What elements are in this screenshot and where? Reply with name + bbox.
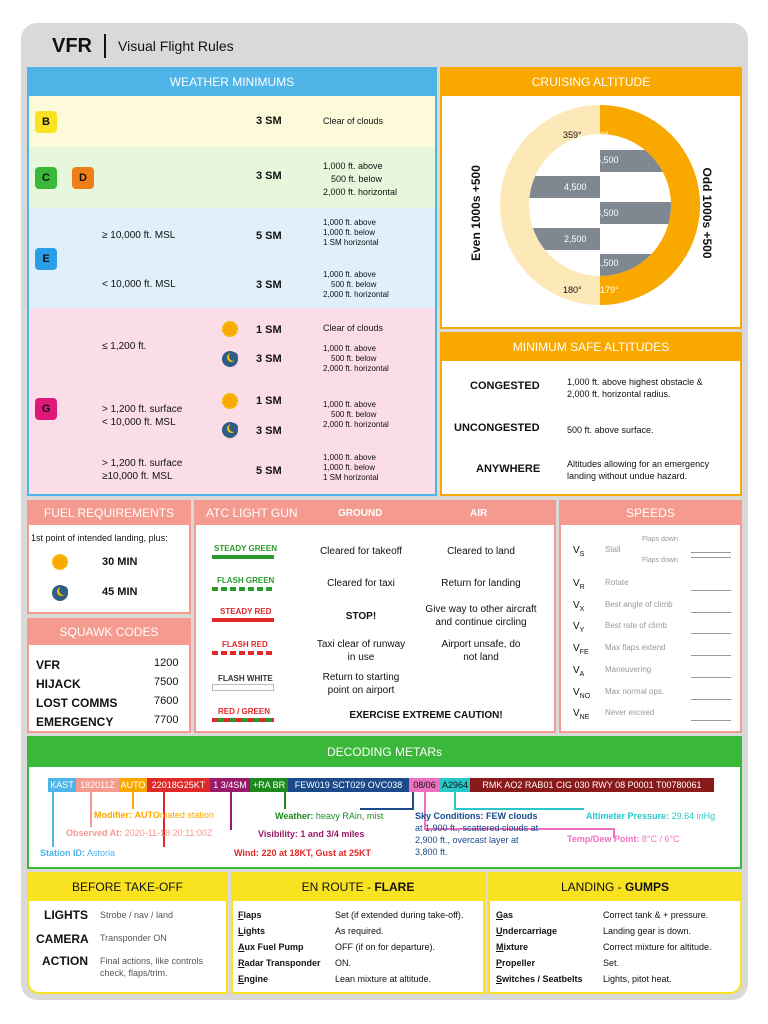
weather-label: Weather: heavy RAin, mist: [275, 811, 384, 821]
speed-desc: Stall: [605, 545, 621, 554]
moon-icon: [222, 422, 238, 438]
alt-3500: 3,500: [596, 208, 619, 218]
msa-anywhere: ANYWHERE: [476, 463, 541, 475]
speed-row: [573, 597, 733, 617]
metar-token: RMK AO2 RAB01 CIG 030 RWY 08 P0001 T00780061: [470, 778, 714, 792]
speed-symbol: $V_A$: [573, 665, 585, 678]
atc-caution: EXERCISE EXTREME CAUTION!: [349, 710, 503, 721]
class-g-day1-vis: 1 SM: [256, 324, 282, 336]
class-g-badge: G: [35, 398, 57, 420]
speed-desc: Maneuvering: [605, 665, 652, 674]
class-c-badge: C: [35, 167, 57, 189]
steady-red-light: [212, 618, 274, 622]
alt-1500: 1,500: [596, 258, 619, 268]
class-e-clearance2: 1,000 ft. above 500 ft. below 2,000 ft. horizontal: [323, 270, 389, 299]
speed-desc: Best rate of climb: [605, 621, 667, 630]
speed-row: [573, 618, 733, 638]
fuel-intro: 1st point of intended landing, plus:: [31, 533, 168, 543]
metar-token: 22018G25KT: [147, 778, 210, 792]
class-g-day1-clearance: Clear of clouds: [323, 323, 384, 333]
page-title: VFR: [52, 35, 92, 57]
speeds-header: SPEEDS: [559, 501, 742, 525]
atc-ground-1: Cleared for takeoff: [319, 546, 403, 557]
sun-icon: [222, 393, 238, 409]
speed-row: [573, 542, 733, 562]
atc-ground-3: STOP!: [345, 611, 377, 622]
speed-row: [573, 640, 733, 660]
speed-blank-line: [691, 699, 731, 700]
cruising-altitude-header: CRUISING ALTITUDE: [440, 68, 742, 96]
before-camera: CAMERA: [36, 932, 89, 946]
checklist-item: Propeller: [496, 958, 536, 968]
speed-symbol: $V_{NO}$: [573, 687, 591, 700]
class-b-visibility: 3 SM: [256, 115, 282, 127]
before-lights: LIGHTS: [44, 908, 88, 922]
msa-uncongested: UNCONGESTED: [454, 422, 540, 434]
atc-air-2: Return for landing: [441, 578, 521, 589]
station-label: Station ID: Astoria: [40, 848, 116, 858]
signal-red-green: RED / GREEN: [218, 707, 271, 716]
checklist-item: Aux Fuel Pump: [238, 942, 304, 952]
checklist-desc: OFF (if on for departure).: [335, 942, 436, 952]
even-label: Even 1000s +500: [469, 165, 483, 261]
speed-desc: Rotate: [605, 578, 629, 587]
fuel-header: FUEL REQUIREMENTS: [27, 501, 191, 525]
speed-symbol: $V_{NE}$: [573, 708, 590, 721]
msa-header: MINIMUM SAFE ALTITUDES: [440, 333, 742, 361]
heading-0: 0°: [600, 130, 609, 140]
speed-blank-line: [691, 720, 731, 721]
speed-row: [573, 705, 733, 725]
before-camera-desc: Transponder ON: [100, 933, 167, 943]
class-cd-visibility: 3 SM: [256, 170, 282, 182]
atc-header: ATC LIGHT GUN: [206, 506, 298, 520]
class-g-night1-vis: 3 SM: [256, 353, 282, 365]
class-g-alt1: ≤ 1,200 ft.: [102, 341, 147, 352]
moon-icon: [222, 351, 238, 367]
squawk-labels: VFR HIJACK LOST COMMS EMERGENCY: [36, 658, 118, 729]
class-g-day2-vis: 1 SM: [256, 395, 282, 407]
speed-desc: Best angle of climb: [605, 600, 673, 609]
checklist-desc: As required.: [335, 926, 384, 936]
signal-steady-red: STEADY RED: [220, 607, 272, 616]
before-takeoff-header: BEFORE TAKE-OFF: [27, 873, 228, 901]
wind-label: Wind: 220 at 18KT, Gust at 25KT: [234, 848, 371, 858]
class-b-clearance: Clear of clouds: [323, 116, 384, 126]
metar-token: KAST: [48, 778, 76, 792]
signal-flash-red: FLASH RED: [222, 640, 268, 649]
class-e-alt2: < 10,000 ft. MSL: [102, 279, 176, 290]
msa-congested: CONGESTED: [470, 380, 540, 392]
atc-ground-header: GROUND: [338, 508, 383, 519]
flash-red-light: [212, 651, 274, 655]
flaps-down-2: Flaps down: [642, 557, 678, 564]
metar-token: 182011Z: [76, 778, 119, 792]
flash-green-light: [212, 587, 274, 591]
checklist-item: Flaps: [238, 910, 262, 920]
speed-blank-line: [691, 557, 731, 558]
class-d-badge: D: [72, 167, 94, 189]
atc-air-header: AIR: [470, 508, 488, 519]
altimeter-label: Altimeter Pressure: 29.64 inHg: [586, 811, 716, 821]
checklist-item: Engine: [238, 974, 269, 984]
en-route-header: EN ROUTE - FLARE: [231, 873, 485, 901]
speed-symbol: $V_Y$: [573, 621, 585, 634]
checklist-item: Lights: [238, 926, 265, 936]
signal-flash-white: FLASH WHITE: [218, 674, 273, 683]
visibility-label: Visibility: 1 and 3/4 miles: [258, 829, 365, 839]
temp-label: Temp/Dew Point: 8°C / 6°C: [567, 834, 680, 844]
atc-air-1: Cleared to land: [447, 546, 515, 557]
squawk-header: SQUAWK CODES: [27, 619, 191, 645]
heading-179: 179°: [600, 285, 619, 295]
speed-desc: Never exceed: [605, 708, 655, 717]
flash-white-light: [212, 684, 274, 691]
alt-4500: 4,500: [564, 182, 587, 192]
atc-ground-5: Return to starting point on airport: [322, 672, 400, 696]
metar-token: 08/06: [409, 778, 440, 792]
metar-token: AUTO: [120, 780, 146, 790]
metar-token: A2964: [441, 780, 469, 790]
class-b-badge: B: [35, 111, 57, 133]
atc-air-4: Airport unsafe, do not land: [441, 639, 521, 663]
checklist-desc: Landing gear is down.: [603, 926, 692, 936]
metar-header: DECODING METARs: [27, 737, 742, 767]
checklist-item: Switches / Seatbelts: [496, 974, 583, 984]
modifier-label: Modifier: AUTOmated station: [94, 810, 214, 820]
checklist-desc: ON.: [335, 958, 352, 968]
class-g-day2-clearance: 1,000 ft. above 500 ft. below 2,000 ft. horizontal: [323, 400, 389, 429]
class-g-night1-clearance: 1,000 ft. above 500 ft. below 2,000 ft. horizontal: [323, 344, 389, 373]
checklist-desc: Set.: [603, 958, 620, 968]
class-g-alt2: > 1,200 ft. surface < 10,000 ft. MSL: [102, 404, 183, 428]
checklist-item: Gas: [496, 910, 514, 920]
fuel-night: 45 MIN: [102, 586, 138, 598]
speed-blank-line: [691, 677, 731, 678]
landing-header: LANDING - GUMPS: [488, 873, 742, 901]
speed-desc: Max flaps extend: [605, 643, 666, 652]
signal-steady-green: STEADY GREEN: [214, 544, 277, 553]
msa-congested-desc: 1,000 ft. above highest obstacle & 2,000 ft. horizontal radius.: [567, 377, 703, 399]
odd-label: Odd 1000s +500: [700, 167, 714, 259]
class-e-clearance1: 1,000 ft. above 1,000 ft. below 1 SM horizontal: [323, 218, 379, 247]
checklist-desc: Correct tank & + pressure.: [603, 910, 709, 920]
class-e-badge: E: [35, 248, 57, 270]
title-divider: [104, 34, 106, 58]
class-g-vis3: 5 SM: [256, 465, 282, 477]
class-cd-clearance: 1,000 ft. above 500 ft. below 2,000 ft. horizontal: [323, 161, 398, 197]
before-lights-desc: Strobe / nav / land: [100, 910, 174, 920]
speed-row: [573, 662, 733, 682]
page-subtitle: Visual Flight Rules: [118, 38, 234, 54]
alt-2500: 2,500: [564, 234, 587, 244]
speed-blank-line: [691, 633, 731, 634]
speed-symbol: $V_{FE}$: [573, 643, 589, 656]
class-e-vis2: 3 SM: [256, 279, 282, 291]
msa-uncongested-desc: 500 ft. above surface.: [567, 425, 654, 435]
checklist-desc: Correct mixture for altitude.: [603, 942, 712, 952]
class-e-vis1: 5 SM: [256, 230, 282, 242]
msa-anywhere-desc: Altitudes allowing for an emergency landing without undue hazard.: [567, 459, 710, 481]
observed-label: Observed At: 2020-11-18 20:11:00Z: [66, 828, 213, 838]
speed-blank-line: [691, 612, 731, 613]
flaps-down-1: Flaps down: [642, 536, 678, 543]
atc-ground-2: Cleared for taxi: [327, 578, 395, 589]
metar-token: FEW019 SCT029 OVC038: [288, 778, 409, 792]
signal-flash-green: FLASH GREEN: [217, 576, 275, 585]
checklist-item: Undercarriage: [496, 926, 558, 936]
speed-symbol: $V_X$: [573, 600, 585, 613]
speed-blank-line: [691, 590, 731, 591]
fuel-day: 30 MIN: [102, 556, 138, 568]
metar-token: +RA BR: [250, 778, 288, 792]
speed-blank-line: [691, 655, 731, 656]
speed-symbol: $V_R$: [573, 578, 585, 591]
steady-green-light: [212, 555, 274, 559]
sun-icon: [222, 321, 238, 337]
before-action: ACTION: [42, 954, 88, 968]
heading-180: 180°: [563, 285, 582, 295]
moon-icon: [52, 585, 68, 601]
class-g-night2-vis: 3 SM: [256, 425, 282, 437]
atc-air-3: Give way to other aircraft and continue circling: [425, 604, 537, 628]
speed-row: [573, 684, 733, 704]
class-g-alt3: > 1,200 ft. surface ≥10,000 ft. MSL: [102, 458, 183, 482]
squawk-codes: 1200 7500 7600 7700: [154, 657, 179, 726]
speed-row: [573, 575, 733, 595]
sun-icon: [52, 554, 68, 570]
heading-359: 359°: [563, 130, 582, 140]
atc-ground-4: Taxi clear of runway in use: [316, 639, 406, 663]
speed-desc: Max normal ops.: [605, 687, 665, 696]
speed-symbol: $V_S$: [573, 545, 585, 558]
checklist-item: Radar Transponder: [238, 958, 321, 968]
sky-label: Sky Conditions: FEW clouds at 1,900 ft., scattered clouds at 2,900 ft., overcast layer at 3,800 ft.: [415, 811, 539, 857]
metar-token: 1 3/4SM: [210, 778, 250, 792]
checklist-item: Mixture: [496, 942, 529, 952]
before-action-desc: Final actions, like controls check, flaps/trim.: [100, 956, 204, 978]
class-g-clearance3: 1,000 ft. above 1,000 ft. below 1 SM horizontal: [323, 453, 379, 482]
class-e-alt1: ≥ 10,000 ft. MSL: [102, 230, 176, 241]
red-green-light: [212, 718, 274, 722]
checklist-desc: Lean mixture at altitude.: [335, 974, 432, 984]
alt-5500: 5,500: [596, 155, 619, 165]
weather-minimums-header: WEATHER MINIMUMS: [27, 68, 437, 96]
checklist-desc: Set (if extended during take-off).: [335, 910, 464, 920]
checklist-desc: Lights, pitot heat.: [603, 974, 672, 984]
